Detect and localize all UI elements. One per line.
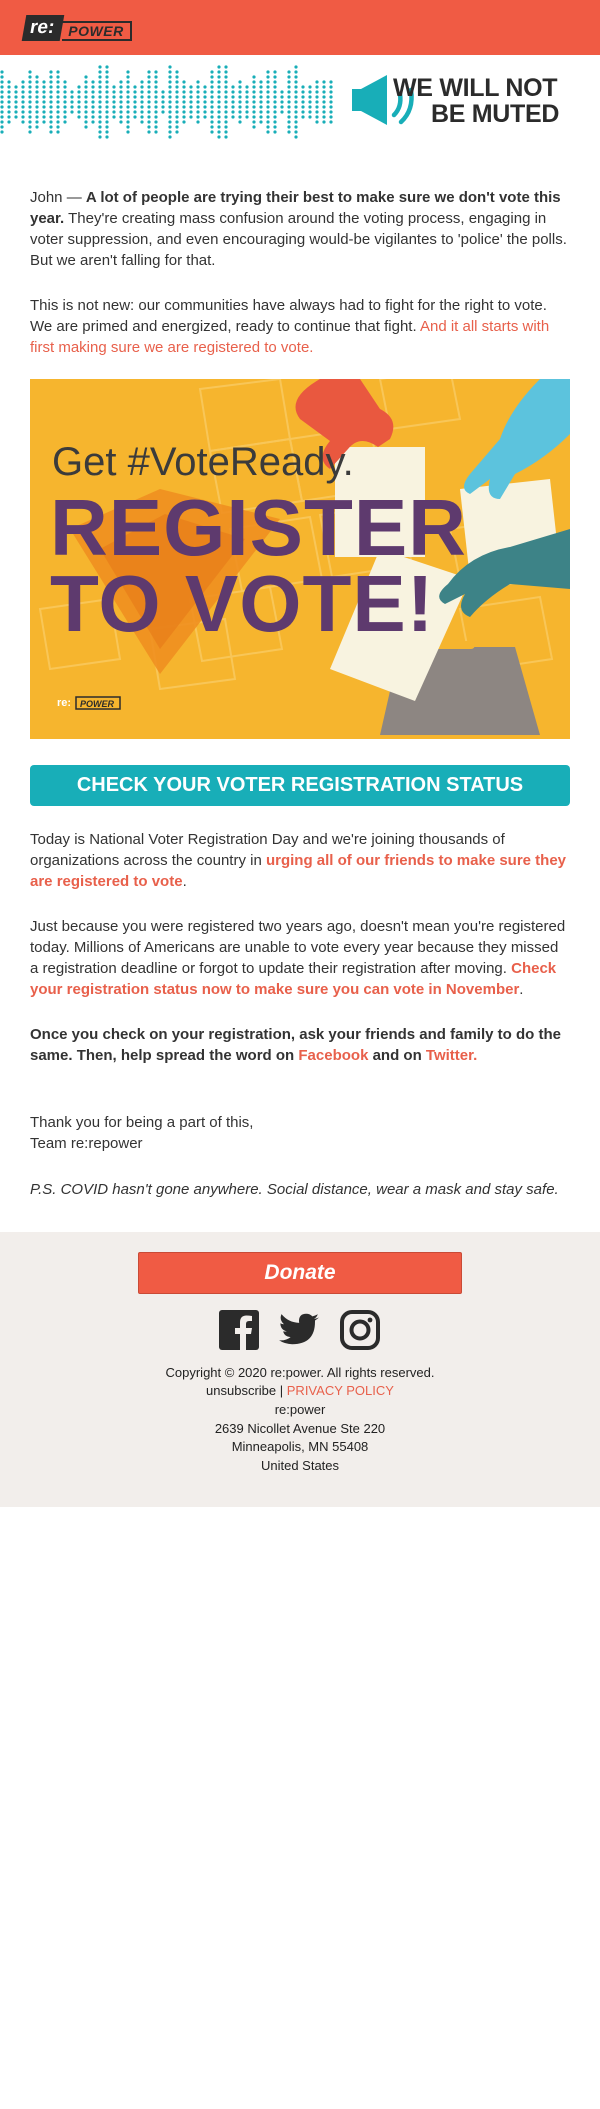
hero-tagline: Get #VoteReady. xyxy=(52,440,354,484)
footer-links xyxy=(0,1382,600,1400)
hero-logo-re: re: xyxy=(57,697,72,709)
register-link[interactable]: And it all starts with first making sure we are registered to vote. xyxy=(30,318,550,356)
intro-rest: They're creating mass confusion around the voting process, engaging in voter suppression, and even encouraging would-be vigilantes to 'police' the polls. But we aren't falling for that. xyxy=(30,210,567,269)
and-on-text: and on xyxy=(368,1047,426,1064)
hero-line-1: REGISTER xyxy=(50,483,467,572)
donate-button[interactable]: Donate xyxy=(138,1252,462,1294)
check-status-link[interactable]: Check your registration status now to make sure you can vote in November xyxy=(30,960,557,998)
signoff-line-1: Thank you for being a part of this, xyxy=(30,1114,254,1131)
unsubscribe-link[interactable]: unsubscribe xyxy=(206,1383,277,1398)
facebook-link[interactable]: Facebook xyxy=(298,1047,369,1064)
spread-word-text: Once you check on your registration, ask your friends and family to do the same. Then, help spread the word on xyxy=(30,1026,561,1064)
banner-headline xyxy=(393,75,593,127)
footer-org: re:power xyxy=(274,1402,326,1417)
footer-address-1: 2639 Nicollet Avenue Ste 220 xyxy=(214,1421,386,1436)
logo-re: re: xyxy=(22,15,65,41)
registration-status-text: Just because you were registered two years ago, doesn't mean you're registered today. Millions of Americans are unable to vote every year because they missed a registration deadline or forgot to update their registration after moving. xyxy=(30,918,566,977)
logo-power: POWER xyxy=(62,21,131,41)
footer-address-2: Minneapolis, MN 55408 xyxy=(231,1439,369,1454)
ps-note: P.S. COVID hasn't gone anywhere. Social distance, wear a mask and stay safe. xyxy=(30,1181,559,1198)
period: . xyxy=(182,873,187,890)
history-text: This is not new: our communities have always had to fight for the right to vote. We are primed and energized, ready to continue that fight. xyxy=(30,297,547,335)
greeting: John — xyxy=(30,189,86,206)
link-separator: | xyxy=(276,1383,287,1398)
intro-bold: A lot of people are trying their best to make sure we don't vote this year. xyxy=(30,189,561,227)
instagram-icon[interactable] xyxy=(339,1309,381,1351)
hero-logo-power: POWER xyxy=(80,699,115,709)
register-to-vote-image[interactable] xyxy=(30,379,570,739)
urging-friends-link[interactable]: urging all of our friends to make sure they are registered to vote xyxy=(30,852,567,890)
spread-word-paragraph xyxy=(30,1024,570,1066)
period: . xyxy=(519,981,524,998)
banner-line-1: WE WILL NOT xyxy=(393,74,558,102)
history-paragraph xyxy=(30,295,570,358)
registration-day-text: Today is National Voter Registration Day and we're joining thousands of organizations across the country in xyxy=(30,831,505,869)
signoff xyxy=(30,1112,570,1154)
footer-country: United States xyxy=(260,1458,340,1473)
banner-line-2: BE MUTED xyxy=(431,100,560,128)
facebook-icon[interactable] xyxy=(218,1309,260,1351)
signoff-line-2: Team re:repower xyxy=(30,1135,143,1152)
header-bar xyxy=(0,0,600,55)
copyright: Copyright © 2020 re:power. All rights reserved. xyxy=(165,1365,435,1380)
registration-day-paragraph xyxy=(30,829,570,892)
twitter-icon[interactable] xyxy=(278,1309,320,1351)
repower-logo[interactable] xyxy=(24,15,132,41)
twitter-link[interactable]: Twitter. xyxy=(425,1047,478,1064)
privacy-policy-link[interactable]: PRIVACY POLICY xyxy=(286,1383,394,1398)
check-registration-button[interactable]: CHECK YOUR VOTER REGISTRATION STATUS xyxy=(30,765,570,806)
registration-status-paragraph xyxy=(30,916,570,1000)
intro-paragraph xyxy=(30,187,570,271)
hero-line-2: TO VOTE! xyxy=(50,559,435,648)
